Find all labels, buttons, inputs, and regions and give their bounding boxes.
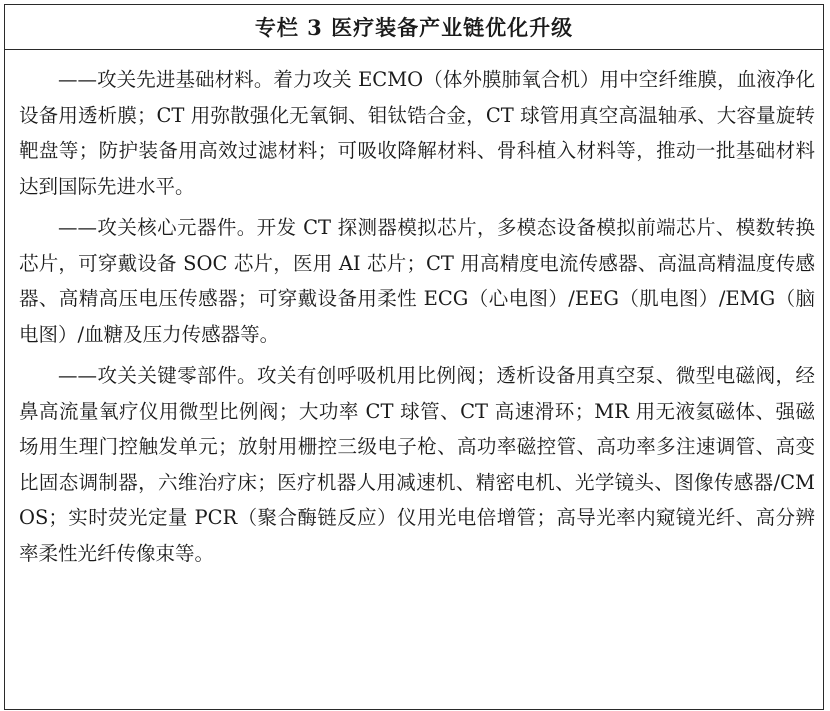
column-title: 专栏 3 医疗装备产业链优化升级	[5, 5, 823, 50]
column-box	[4, 4, 824, 710]
paragraph-materials: ——攻关先进基础材料。着力攻关 ECMO（体外膜肺氧合机）用中空纤维膜，血液净化设备用透析膜；CT 用弥散强化无氧铜、钼钛锆合金，CT 球管用真空高温轴承、大容量旋转靶盘等；防护装备用高效过滤材料；可吸收降解材料、骨科植入材料等，推动一批基础材料达到国际先进水平。	[19, 68, 815, 198]
paragraph-parts: ——攻关关键零部件。攻关有创呼吸机用比例阀；透析设备用真空泵、微型电磁阀，经鼻高流量氧疗仪用微型比例阀；大功率 CT 球管、CT 高速滑环；MR 用无液氦磁体、强磁场用生理门控触发单元；放射用栅控三级电子枪、高功率磁控管、高功率多注速调管、高变比固态调制器，六维治疗床；医疗机器人用减速机、精密电机、光学镜头、图像传感器/CMOS；实时荧光定量 PCR（聚合酶链反应）仪用光电倍增管；高导光率内窥镜光纤、高分辨率柔性光纤传像束等。	[19, 364, 815, 565]
paragraph-components: ——攻关核心元器件。开发 CT 探测器模拟芯片，多模态设备模拟前端芯片、模数转换芯片，可穿戴设备 SOC 芯片，医用 AI 芯片；CT 用高精度电流传感器、高温高精温度传感器、高精高压电压传感器；可穿戴设备用柔性 ECG（心电图）/EEG（肌电图）/EMG（脑电图）/血糖及压力传感器等。	[19, 216, 815, 346]
column-body	[5, 50, 823, 571]
